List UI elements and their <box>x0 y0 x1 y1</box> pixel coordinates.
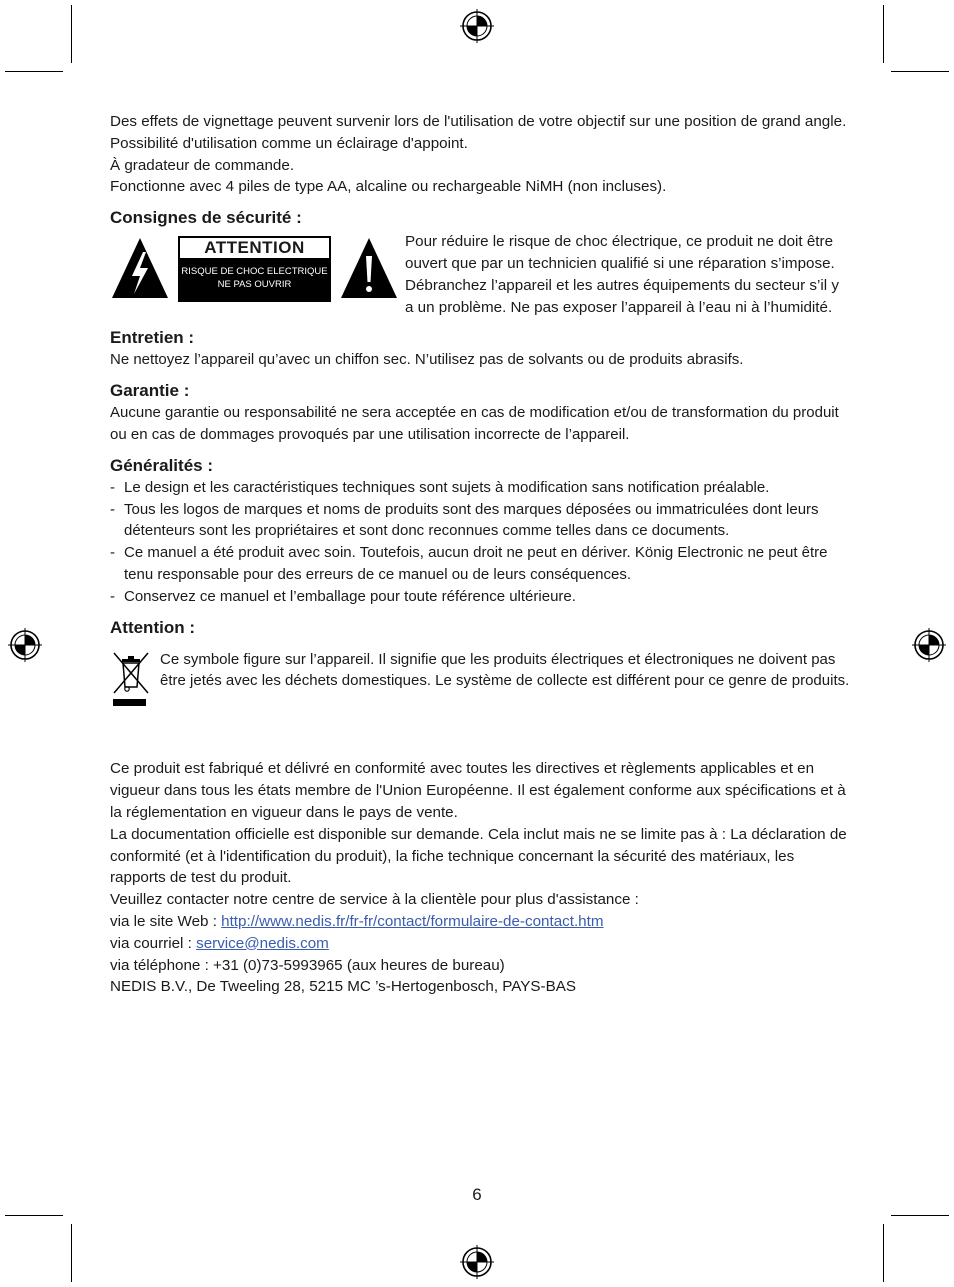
crop-mark <box>891 71 949 72</box>
company-address: NEDIS B.V., De Tweeling 28, 5215 MC ’s-Hertogenbosch, PAYS-BAS <box>110 978 576 996</box>
crop-mark <box>71 1224 72 1282</box>
general-section <box>110 455 850 608</box>
crop-mark <box>71 5 72 63</box>
general-list <box>110 477 850 608</box>
attention-label-title: ATTENTION <box>178 236 331 260</box>
maintenance-heading: Entretien : <box>110 328 195 348</box>
list-item: - Conservez ce manuel et l’emballage pour toute référence ultérieure. <box>110 586 850 608</box>
general-heading: Généralités : <box>110 455 213 475</box>
warranty-section <box>110 380 850 446</box>
exclamation-warning-icon <box>339 236 399 300</box>
maintenance-text: Ne nettoyez l’appareil qu’avec un chiffon sec. N’utilisez pas de solvants ou de produits abrasifs. <box>110 351 744 369</box>
web-prefix: via le site Web : <box>110 912 222 930</box>
mail-contact <box>110 933 850 955</box>
warranty-heading: Garantie : <box>110 381 190 401</box>
phone-contact: via téléphone : +31 (0)73-5993965 (aux heures de bureau) <box>110 956 505 974</box>
electric-shock-warning-icon <box>110 236 170 300</box>
list-item: - Tous les logos de marques et noms de produits sont des marques déposées ou immatriculées dont leurs détenteurs sont les propriétaires et sont donc reconnues comme telles dans ce documents. <box>110 499 850 543</box>
list-item: - Le design et les caractéristiques techniques sont sujets à modification sans notification préalable. <box>110 477 850 499</box>
safety-block <box>110 231 850 318</box>
registration-mark-icon <box>460 1245 494 1279</box>
intro-line: Possibilité d'utilisation comme un éclairage d'appoint. <box>110 134 468 152</box>
registration-mark-icon <box>460 9 494 43</box>
documentation-text: La documentation officielle est disponible sur demande. Cela inclut mais ne se limite pas à : La déclaration de conformité (et à l'identification du produit), la fiche technique concernant la sécurité des matériaux, les rapports de test du produit. <box>110 825 847 887</box>
warranty-text: Aucune garantie ou responsabilité ne sera acceptée en cas de modification et/ou de transformation du produit ou en cas de dommages provoqués par une utilisation incorrecte de l’appareil. <box>110 404 839 443</box>
list-item: - Ce manuel a été produit avec soin. Toutefois, aucun droit ne peut en dériver. König Electronic ne peut être tenu responsable pour des erreurs de ce manuel ou de leurs conséquences. <box>110 542 850 586</box>
safety-heading: Consignes de sécurité : <box>110 208 302 228</box>
registration-mark-icon <box>8 628 42 662</box>
safety-icons <box>110 231 405 318</box>
attention-label-line: NE PAS OUVRIR <box>217 279 292 291</box>
mail-prefix: via courriel : <box>110 934 197 952</box>
attention-heading: Attention : <box>110 617 195 637</box>
conformity-section <box>110 758 850 998</box>
intro-line: Fonctionne avec 4 piles de type AA, alcaline ou rechargeable NiMH (non incluses). <box>110 178 667 196</box>
crop-mark <box>883 5 884 63</box>
intro-line: Des effets de vignettage peuvent survenir lors de l'utilisation de votre objectif sur une position de grand angle. <box>110 113 847 130</box>
registration-mark-icon <box>912 628 946 662</box>
crop-mark <box>5 71 63 72</box>
crop-mark <box>883 1224 884 1282</box>
intro-line: À gradateur de commande. <box>110 156 295 174</box>
safety-text: Pour réduire le risque de choc électrique, ce produit ne doit être ouvert que par un technicien qualifié si une réparation s’impose. Débranchez l’appareil et les autres équipements du secteur s’il y a un problème. Ne pas exposer l’appareil à l’eau ni à l’humidité. <box>405 233 839 316</box>
page-content <box>110 111 850 998</box>
crossed-out-bin-icon <box>110 649 152 711</box>
crop-mark <box>5 1215 63 1216</box>
attention-label-line: RISQUE DE CHOC ELECTRIQUE <box>181 266 328 278</box>
intro-text <box>110 111 850 198</box>
contact-email-link[interactable]: service@nedis.com <box>196 934 329 952</box>
attention-text: Ce symbole figure sur l’appareil. Il signifie que les produits électriques et électroniques ne doivent pas être jetés avec les déchets domestiques. Le système de collecte est différent pour ce genre de produits. <box>160 650 850 690</box>
attention-section <box>110 617 850 718</box>
contact-web-link[interactable]: http://www.nedis.fr/fr-fr/contact/formulaire-de-contact.htm <box>221 912 604 930</box>
contact-text: Veuillez contacter notre centre de service à la clientèle pour plus d'assistance : <box>110 891 639 909</box>
attention-label-text <box>178 260 331 302</box>
crop-mark <box>891 1215 949 1216</box>
attention-label <box>178 236 331 302</box>
conformity-text: Ce produit est fabriqué et délivré en conformité avec toutes les directives et règlements applicables et en vigueur dans tous les états membre de l'Union Européenne. Il est également conforme aux spécifications et à la réglementation en vigueur dans le pays de vente. <box>110 760 846 821</box>
weee-icon-wrapper <box>110 649 160 718</box>
web-contact <box>110 911 850 933</box>
maintenance-section <box>110 327 850 371</box>
page-number: 6 <box>472 1185 482 1204</box>
weee-block <box>110 649 850 718</box>
